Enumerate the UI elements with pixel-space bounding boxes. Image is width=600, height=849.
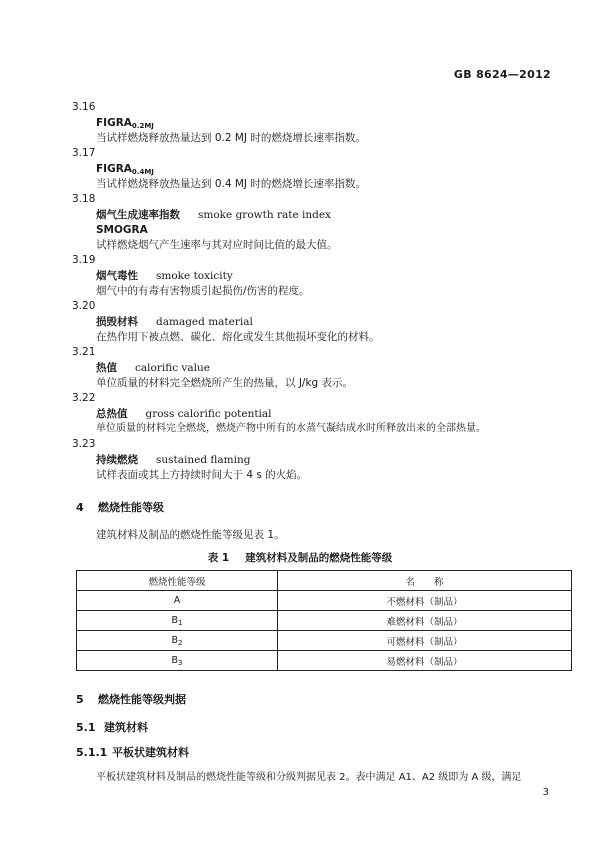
subsection-heading [76,744,189,760]
column-header-grade: 燃烧性能等级 [77,571,278,591]
term-title [96,208,331,222]
subsection-heading [76,719,148,735]
grade-cell: $B_3$ [77,651,278,671]
table-header-row [77,571,572,591]
term-title [96,269,233,283]
name-cell: 不燃材料（制品） [278,591,572,611]
term-number: 3.23 [72,438,96,450]
table-row [77,631,572,651]
term-title-cn: 烟气毒性 [96,270,138,282]
section-heading [76,499,164,515]
term-number: 3.21 [72,346,96,358]
subsection-title: 平板状建筑材料 [112,746,189,759]
term-title-cn: 热值 [96,362,117,374]
term-number: 3.19 [72,254,96,266]
term-title-en: smoke growth rate index [198,209,331,221]
term-number: 3.17 [72,147,96,159]
term-title [96,453,250,467]
table-number: 表 1 [207,552,230,564]
subsection-number: 5.1.1 [76,746,108,759]
term-title-en: gross calorific potential [145,408,272,420]
grade-cell: A [77,591,278,611]
term-title [96,315,253,329]
term-title-en: calorific value [135,362,210,374]
grade-cell: $B_2$ [77,631,278,651]
term-title-cn: 持续燃烧 [96,454,138,466]
term-number: 3.22 [72,392,96,404]
section-title: 燃烧性能等级判据 [98,693,186,706]
term-title-subscript: 0.4MJ [131,168,154,176]
term-title-main: FIGRA [96,117,132,129]
term-abbreviation: SMOGRA [96,224,148,236]
term-title-en: damaged material [156,316,253,328]
term-definition: 试样燃烧烟气产生速率与其对应时间比值的最大值。 [96,239,338,251]
table-caption [0,550,600,565]
term-title-cn: 损毁材料 [96,316,138,328]
grade-cell: $B_1$ [77,611,278,631]
standard-code: GB 8624—2012 [453,68,551,81]
page-number: 3 [542,787,549,798]
term-number: 3.20 [72,300,96,312]
subsection-title: 建筑材料 [104,721,148,734]
term-title-cn: 烟气生成速率指数 [96,209,180,221]
term-title-cn: 总热值 [96,408,128,420]
term-title [96,407,272,421]
subsection-number: 5.1 [76,721,96,734]
term-definition: 单位质量的材料完全燃烧所产生的热量，以 J/kg 表示。 [96,377,354,389]
section-heading [76,691,186,707]
table-title: 建筑材料及制品的燃烧性能等级 [245,552,393,564]
name-cell: 难燃材料（制品） [278,611,572,631]
term-title-subscript: 0.2MJ [131,122,154,130]
term-title-main: FIGRA [96,163,132,175]
term-definition: 当试样燃烧释放热量达到 0.2 MJ 时的燃烧增长速率指数。 [96,132,366,144]
name-cell: 可燃材料（制品） [278,631,572,651]
table-row [77,591,572,611]
name-cell: 易燃材料（制品） [278,651,572,671]
term-definition: 单位质量的材料完全燃烧，燃烧产物中所有的水蒸气凝结成水时所释放出来的全部热量。 [96,423,486,434]
section-title: 燃烧性能等级 [98,501,164,514]
table-row [77,611,572,631]
term-number: 3.16 [72,101,96,113]
term-definition: 试样表面或其上方持续时间大于 4 s 的火焰。 [96,469,308,481]
paragraph: 平板状建筑材料及制品的燃烧性能等级和分级判据见表 2。表中满足 A1、A2 级即为 A 级，满足 [96,772,522,783]
term-definition: 当试样燃烧释放热量达到 0.4 MJ 时的燃烧增长速率指数。 [96,178,366,190]
section-number: 5 [76,693,84,706]
table-row [77,651,572,671]
term-number: 3.18 [72,193,96,205]
section-number: 4 [76,501,84,514]
fire-performance-table [76,570,572,671]
column-header-name: 名 称 [278,571,572,591]
term-definition: 烟气中的有毒有害物质引起损伤/伤害的程度。 [96,285,310,297]
term-title-en: sustained flaming [156,454,251,466]
paragraph: 建筑材料及制品的燃烧性能等级见表 1。 [96,529,285,541]
term-definition: 在热作用下被点燃、碳化、熔化或发生其他损坏变化的材料。 [96,331,380,343]
term-title-en: smoke toxicity [156,270,233,282]
term-title [96,361,210,375]
